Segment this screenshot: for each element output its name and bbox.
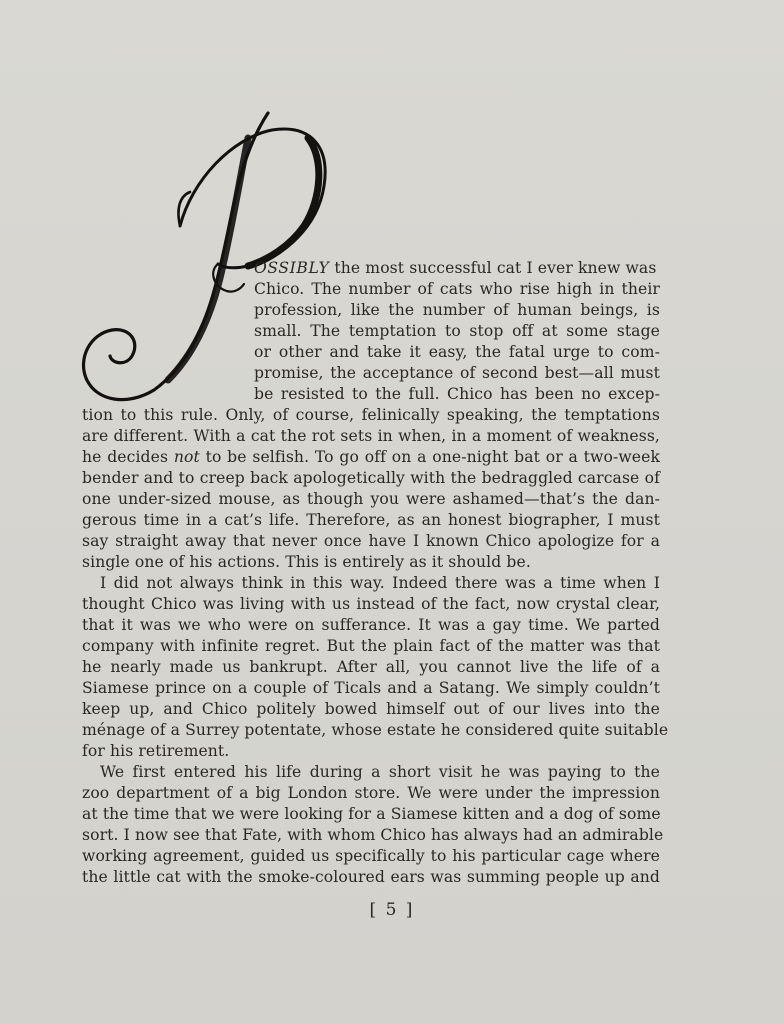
- text-line-25: We first entered his life during a short visit he was paying to the: [100, 763, 660, 781]
- text-line-27: at the time that we were looking for a Siamese kitten and a dog of some: [82, 805, 661, 823]
- text-line-7: be resisted to the full. Chico has been no excep-: [254, 385, 660, 403]
- text-line-16: I did not always think in this way. Indeed there was a time when I: [100, 574, 660, 592]
- opening-small-caps: OSSIBLY: [254, 259, 330, 277]
- text-line-23: ménage of a Surrey potentate, whose estate he considered quite suitable: [82, 721, 669, 739]
- text-line-3: profession, like the number of human beings, is: [254, 301, 660, 319]
- text-line-2: Chico. The number of cats who rise high in their: [254, 280, 660, 298]
- text-line-15: single one of his actions. This is entirely as it should be.: [82, 553, 531, 571]
- emphasis-not: not: [173, 448, 200, 466]
- text-line-28: sort. I now see that Fate, with whom Chico has always had an admirable: [82, 826, 664, 844]
- text-line-10-b: to be selfish. To go off on a one-night bat or a two-week: [199, 448, 660, 466]
- text-line-8: tion to this rule. Only, of course, felinically speaking, the temptations: [82, 406, 660, 424]
- text-line-24: for his retirement.: [82, 742, 230, 760]
- text-line-30: the little cat with the smoke-coloured ears was summing people up and: [82, 868, 660, 886]
- text-line-5: or other and take it easy, the fatal urge to com-: [254, 343, 660, 361]
- text-line-14: say straight away that never once have I known Chico apologize for a: [82, 532, 660, 550]
- text-line-26: zoo department of a big London store. We were under the impression: [82, 784, 660, 802]
- text-line-11: bender and to creep back apologetically with the bedraggled carcase of: [82, 469, 660, 487]
- text-line-22: keep up, and Chico politely bowed himself out of our lives into the: [82, 700, 660, 718]
- page-number: [ 5 ]: [369, 900, 415, 920]
- text-line-6: promise, the acceptance of second best—all must: [254, 364, 660, 382]
- text-line-1-rest: the most successful cat I ever knew was: [329, 259, 657, 277]
- text-line-19: company with infinite regret. But the plain fact of the matter was that: [82, 637, 660, 655]
- text-line-4: small. The temptation to stop off at some stage: [254, 322, 660, 340]
- text-line-29: working agreement, guided us specifically to his particular cage where: [82, 847, 660, 865]
- text-line-13: gerous time in a cat’s life. Therefore, as an honest biographer, I must: [82, 511, 660, 529]
- text-line-1: [254, 258, 658, 278]
- text-line-9: are different. With a cat the rot sets in when, in a moment of weakness,: [82, 427, 660, 445]
- text-line-17: thought Chico was living with us instead of the fact, now crystal clear,: [82, 595, 660, 613]
- text-line-10-a: he decides: [82, 448, 174, 466]
- text-line-18: that it was we who were on sufferance. It was a gay time. We parted: [82, 616, 660, 634]
- text-line-10: [82, 447, 660, 467]
- text-line-12: one under-sized mouse, as though you were ashamed—that’s the dan-: [82, 490, 660, 508]
- text-line-20: he nearly made us bankrupt. After all, you cannot live the life of a: [82, 658, 660, 676]
- text-line-21: Siamese prince on a couple of Ticals and a Satang. We simply couldn’t: [82, 679, 660, 697]
